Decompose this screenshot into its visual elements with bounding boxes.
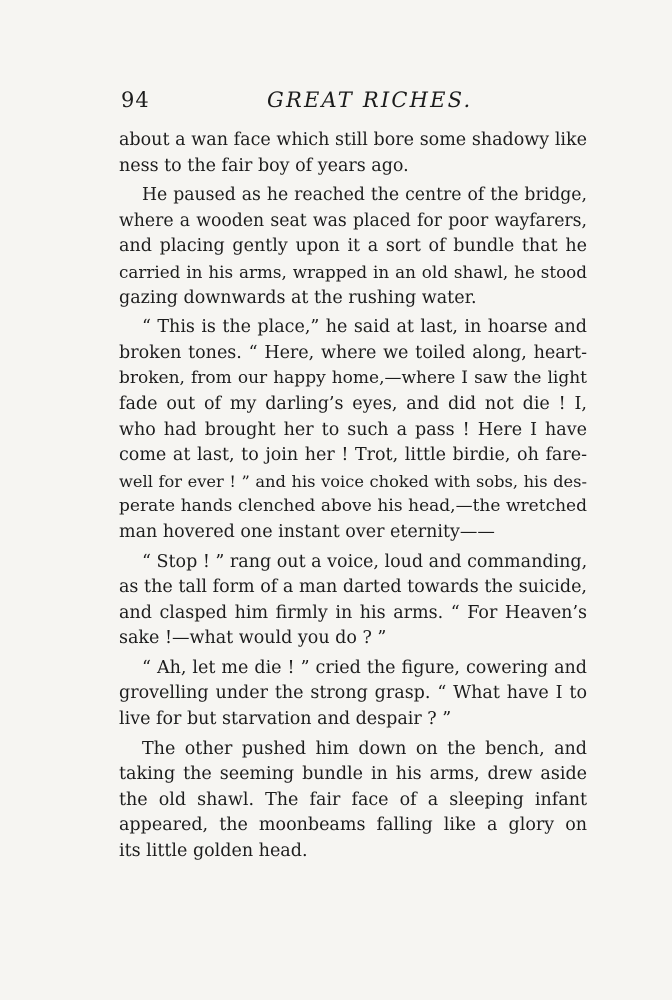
- text-line: come at last, to join her ! Trot, little birdie, oh fare-: [119, 445, 587, 466]
- paragraph-4: [119, 550, 587, 652]
- text-line: and clasped him firmly in his arms. “ For Heaven’s: [119, 602, 587, 623]
- text-line: The other pushed him down on the bench, and: [142, 738, 587, 759]
- text-line: and placing gently upon it a sort of bundle that he: [119, 236, 587, 257]
- text-line: who had brought her to such a pass ! Here I have: [119, 419, 587, 440]
- text-line: “ Stop ! ” rang out a voice, loud and commanding,: [142, 551, 588, 572]
- body-text: [119, 128, 587, 865]
- paragraph-1: [119, 128, 587, 179]
- text-line: perate hands clenched above his head,—the wretched: [119, 496, 587, 517]
- text-line: “ This is the place,” he said at last, in hoarse and: [142, 317, 587, 338]
- text-line: taking the seeming bundle in his arms, drew aside: [119, 764, 587, 785]
- text-line: as the tall form of a man darted towards the suicide,: [119, 577, 587, 598]
- paragraph-3: [119, 315, 587, 545]
- text-line: He paused as he reached the centre of the bridge,: [142, 185, 587, 206]
- text-line: the old shawl. The fair face of a sleeping infant: [119, 789, 587, 810]
- running-title: GREAT RICHES.: [267, 88, 473, 112]
- text-line: about a wan face which still bore some shadowy like: [119, 130, 587, 150]
- text-line: grovelling under the strong grasp. “ What have I to: [119, 683, 587, 704]
- paragraph-6: [119, 737, 587, 865]
- text-line: fade out of my darling’s eyes, and did not die ! I,: [119, 393, 587, 414]
- text-line: carried in his arms, wrapped in an old shawl, he stood: [119, 261, 587, 282]
- text-line: its little golden head.: [119, 841, 308, 862]
- text-line: broken, from our happy home,—where I saw the light: [119, 368, 587, 389]
- text-line: broken tones. “ Here, where we toiled along, heart-: [119, 342, 587, 363]
- text-line: live for but starvation and despair ? ”: [119, 709, 452, 730]
- paragraph-2: [119, 183, 587, 311]
- text-line: where a wooden seat was placed for poor wayfarers,: [119, 210, 587, 231]
- text-line: “ Ah, let me die ! ” cried the figure, cowering and: [142, 657, 587, 678]
- running-head: [121, 88, 585, 118]
- paragraph-5: [119, 656, 587, 733]
- page-number: 94: [121, 88, 150, 112]
- text-line: man hovered one instant over eternity——: [119, 521, 495, 542]
- text-line: ness to the fair boy of years ago.: [119, 155, 409, 176]
- text-line: sake !—what would you do ? ”: [119, 628, 387, 649]
- text-line: gazing downwards at the rushing water.: [119, 287, 477, 308]
- text-line: well for ever ! ” and his voice choked with sobs, his des-: [119, 471, 587, 491]
- text-line: appeared, the moonbeams falling like a glory on: [119, 815, 587, 836]
